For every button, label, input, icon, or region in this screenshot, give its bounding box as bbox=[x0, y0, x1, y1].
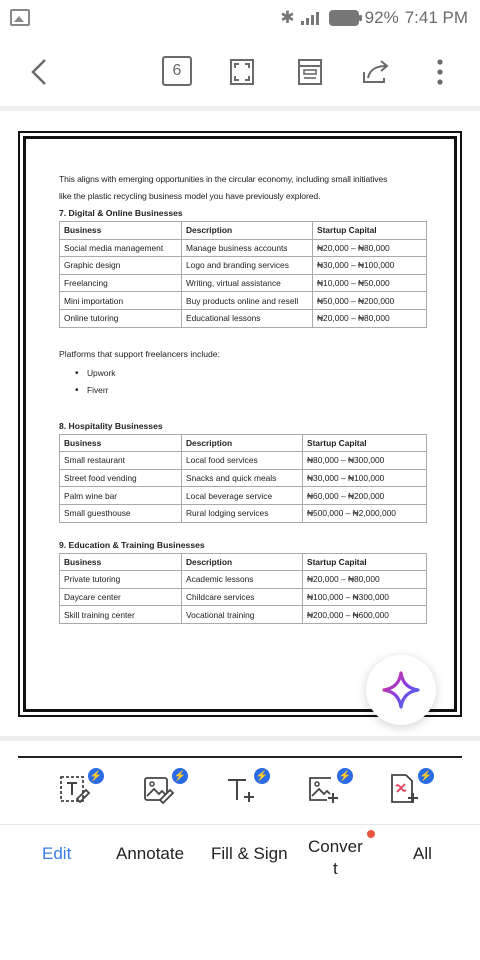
battery-percent: 92% bbox=[364, 8, 399, 27]
table-cell: ₦50,000 – ₦200,000 bbox=[313, 292, 427, 310]
education-businesses-table bbox=[59, 553, 427, 624]
table-header-cell: Startup Capital bbox=[313, 222, 427, 240]
table-row bbox=[60, 588, 427, 606]
share-icon bbox=[360, 58, 392, 86]
top-toolbar bbox=[0, 38, 480, 106]
bluetooth-icon: ✱ bbox=[280, 8, 295, 27]
pdf-page-content bbox=[23, 136, 457, 712]
edit-text-tool[interactable] bbox=[58, 772, 102, 812]
table-header-cell: Description bbox=[182, 434, 303, 452]
pro-badge-icon: ⚡ bbox=[88, 768, 104, 784]
clock: 7:41 PM bbox=[404, 8, 468, 27]
table-row bbox=[60, 571, 427, 589]
list-item: • Upwork bbox=[59, 365, 422, 382]
tab-fill-sign[interactable]: Fill & Sign bbox=[211, 844, 288, 863]
table-header-cell: Description bbox=[182, 553, 303, 571]
table-row bbox=[60, 469, 427, 487]
add-image-icon bbox=[307, 772, 341, 806]
table-cell: ₦10,000 – ₦50,000 bbox=[313, 274, 427, 292]
section-title-education: 9. Education & Training Businesses bbox=[59, 539, 205, 550]
table-row bbox=[60, 257, 427, 275]
table-cell: ₦20,000 – ₦80,000 bbox=[313, 309, 427, 327]
table-cell: ₦60,000 – ₦200,000 bbox=[303, 487, 427, 505]
pro-badge-icon: ⚡ bbox=[172, 768, 188, 784]
hospitality-businesses-table bbox=[59, 434, 427, 523]
table-row bbox=[60, 292, 427, 310]
table-cell: Small restaurant bbox=[60, 452, 182, 470]
page-number-button[interactable]: 6 bbox=[162, 56, 192, 86]
page-layout-icon bbox=[297, 58, 323, 86]
list-item: • Fiverr bbox=[59, 382, 422, 399]
pro-badge-icon: ⚡ bbox=[418, 768, 434, 784]
ai-sparkle-icon bbox=[381, 670, 421, 710]
add-text-tool[interactable] bbox=[224, 772, 268, 812]
table-header-row bbox=[60, 553, 427, 571]
table-row bbox=[60, 452, 427, 470]
platform-list bbox=[59, 365, 422, 399]
table-cell: Palm wine bar bbox=[60, 487, 182, 505]
table-cell: Logo and branding services bbox=[182, 257, 313, 275]
table-cell: Vocational training bbox=[182, 606, 303, 624]
platforms-intro: Platforms that support freelancers include: bbox=[59, 348, 220, 359]
table-cell: Academic lessons bbox=[182, 571, 303, 589]
status-bar bbox=[0, 0, 480, 38]
table-row bbox=[60, 309, 427, 327]
ai-assistant-button[interactable] bbox=[366, 655, 436, 725]
table-header-cell: Description bbox=[182, 222, 313, 240]
add-text-icon bbox=[224, 772, 258, 806]
share-button[interactable] bbox=[360, 56, 392, 88]
intro-line: This aligns with emerging opportunities in the circular economy, including small initiatives bbox=[59, 174, 388, 184]
table-cell: Rural lodging services bbox=[182, 504, 303, 522]
notification-dot bbox=[367, 830, 375, 838]
bottom-tab-bar bbox=[0, 826, 480, 896]
page-layout-button[interactable] bbox=[296, 56, 324, 88]
gallery-notification-icon bbox=[10, 9, 30, 26]
table-cell: Mini importation bbox=[60, 292, 182, 310]
table-cell: ₦80,000 – ₦300,000 bbox=[303, 452, 427, 470]
battery-icon bbox=[329, 10, 359, 26]
table-header-cell: Business bbox=[60, 553, 182, 571]
table-row bbox=[60, 487, 427, 505]
divider bbox=[0, 824, 480, 825]
document-viewer[interactable] bbox=[0, 111, 480, 736]
tab-convert[interactable] bbox=[308, 836, 363, 880]
table-cell: Snacks and quick meals bbox=[182, 469, 303, 487]
table-cell: Daycare center bbox=[60, 588, 182, 606]
pdf-page bbox=[18, 131, 462, 717]
table-cell: Street food vending bbox=[60, 469, 182, 487]
tab-edit[interactable]: Edit bbox=[42, 844, 72, 863]
table-cell: Local food services bbox=[182, 452, 303, 470]
pro-badge-icon: ⚡ bbox=[254, 768, 270, 784]
add-image-tool[interactable] bbox=[307, 772, 351, 812]
table-cell: ₦20,000 – ₦80,000 bbox=[313, 239, 427, 257]
chevron-left-icon bbox=[29, 57, 49, 87]
table-cell: Childcare services bbox=[182, 588, 303, 606]
add-pdf-icon bbox=[388, 772, 422, 806]
section-title-hospitality: 8. Hospitality Businesses bbox=[59, 420, 163, 431]
table-header-cell: Business bbox=[60, 434, 182, 452]
table-cell: Freelancing bbox=[60, 274, 182, 292]
table-cell: Online tutoring bbox=[60, 309, 182, 327]
table-cell: Small guesthouse bbox=[60, 504, 182, 522]
table-cell: Graphic design bbox=[60, 257, 182, 275]
table-row bbox=[60, 239, 427, 257]
more-vertical-icon bbox=[436, 58, 444, 86]
fullscreen-icon bbox=[229, 58, 255, 86]
pro-badge-icon: ⚡ bbox=[337, 768, 353, 784]
edit-tools-row bbox=[18, 756, 462, 822]
table-cell: ₦500,000 – ₦2,000,000 bbox=[303, 504, 427, 522]
table-cell: Writing, virtual assistance bbox=[182, 274, 313, 292]
table-cell: Social media management bbox=[60, 239, 182, 257]
table-cell: Buy products online and resell bbox=[182, 292, 313, 310]
table-cell: Manage business accounts bbox=[182, 239, 313, 257]
table-header-cell: Business bbox=[60, 222, 182, 240]
edit-text-icon bbox=[58, 772, 92, 806]
table-cell: ₦20,000 – ₦80,000 bbox=[303, 571, 427, 589]
table-header-cell: Startup Capital bbox=[303, 553, 427, 571]
table-cell: Private tutoring bbox=[60, 571, 182, 589]
tab-convert-label-line: t bbox=[333, 859, 338, 878]
table-cell: ₦100,000 – ₦300,000 bbox=[303, 588, 427, 606]
status-right bbox=[280, 8, 468, 28]
table-row bbox=[60, 504, 427, 522]
table-cell: Educational lessons bbox=[182, 309, 313, 327]
tab-all[interactable]: All bbox=[413, 844, 432, 863]
add-pdf-tool[interactable] bbox=[388, 772, 432, 812]
table-row bbox=[60, 274, 427, 292]
table-header-row bbox=[60, 434, 427, 452]
signal-icon bbox=[301, 11, 319, 25]
table-cell: ₦200,000 – ₦600,000 bbox=[303, 606, 427, 624]
digital-businesses-table bbox=[59, 221, 427, 328]
table-header-cell: Startup Capital bbox=[303, 434, 427, 452]
tab-convert-label-line: Conver bbox=[308, 837, 363, 856]
table-cell: ₦30,000 – ₦100,000 bbox=[303, 469, 427, 487]
edit-image-icon bbox=[142, 772, 176, 806]
intro-paragraph bbox=[59, 171, 422, 205]
fullscreen-button[interactable] bbox=[228, 56, 256, 88]
table-cell: Local beverage service bbox=[182, 487, 303, 505]
back-button[interactable] bbox=[26, 56, 52, 88]
table-row bbox=[60, 606, 427, 624]
section-title-digital: 7. Digital & Online Businesses bbox=[59, 208, 183, 218]
table-cell: Skill training center bbox=[60, 606, 182, 624]
more-options-button[interactable] bbox=[428, 56, 452, 88]
divider bbox=[0, 736, 480, 741]
edit-image-tool[interactable] bbox=[142, 772, 186, 812]
table-cell: ₦30,000 – ₦100,000 bbox=[313, 257, 427, 275]
intro-line: like the plastic recycling business model you have previously explored. bbox=[59, 191, 321, 201]
tab-annotate[interactable]: Annotate bbox=[116, 844, 185, 863]
table-header-row bbox=[60, 222, 427, 240]
